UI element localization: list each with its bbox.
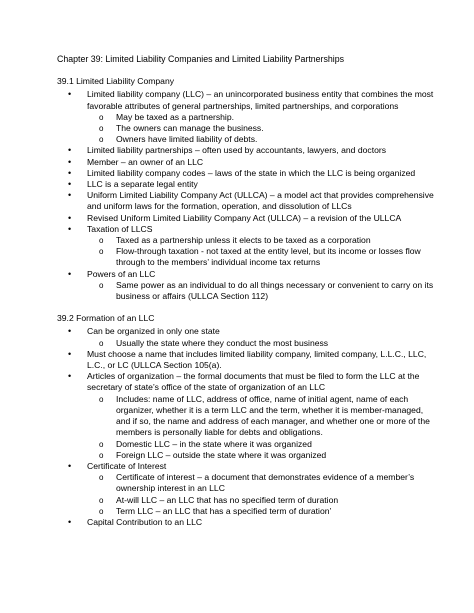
- list-item: [68, 223, 438, 269]
- chapter-title: Chapter 39: Limited Liability Companies and Limited Liability Partnerships: [57, 54, 345, 64]
- list-item: [68, 156, 438, 168]
- circle-bullet-icon: o: [99, 439, 104, 449]
- list-item: [68, 145, 438, 156]
- bullet-icon: •: [68, 145, 72, 156]
- list-item: [68, 268, 438, 303]
- list-item-text: Limited liability company codes – laws of the state in which the LLC is being organized: [87, 167, 416, 178]
- sub-list-item-text: Usually the state where they conduct the most business: [116, 337, 329, 348]
- sub-list-item-text: Term LLC – an LLC that has a specified term of duration’: [116, 505, 332, 516]
- bullet-list: [57, 89, 438, 302]
- sub-list-item-text: At-will LLC – an LLC that has no specified term of duration: [116, 494, 339, 505]
- sub-list-item: [99, 337, 438, 349]
- section: [57, 76, 438, 302]
- list-item-text: Member – an owner of an LLC: [87, 156, 204, 167]
- bullet-icon: •: [68, 156, 72, 167]
- sub-list-item: [99, 472, 438, 494]
- sub-list-item-text: May be taxed as a partnership.: [116, 111, 234, 122]
- bullet-icon: •: [68, 348, 72, 359]
- list-item-text: LLC is a separate legal entity: [87, 179, 198, 190]
- list-item: [68, 348, 438, 371]
- circle-bullet-icon: o: [99, 247, 104, 257]
- circle-bullet-icon: o: [99, 135, 104, 145]
- bullet-icon: •: [68, 326, 72, 337]
- bullet-icon: •: [68, 516, 72, 527]
- circle-bullet-icon: o: [99, 450, 104, 460]
- list-item-text: Certificate of Interest: [87, 460, 167, 471]
- bullet-icon: •: [68, 371, 72, 382]
- circle-bullet-icon: o: [99, 338, 104, 348]
- section-gap: [57, 302, 438, 313]
- circle-bullet-icon: o: [99, 124, 104, 134]
- bullet-icon: •: [68, 89, 72, 100]
- sub-list-item-text: Owners have limited liability of debts.: [116, 134, 258, 145]
- sub-list-item: [99, 438, 438, 450]
- list-item: [68, 179, 438, 190]
- sub-list-item: [99, 123, 438, 134]
- list-item: [68, 190, 438, 212]
- sub-list-item-text: Certificate of interest – a document that demonstrates evidence of a member’s ownership interest in an LLC: [116, 472, 415, 494]
- list-item: [68, 167, 438, 179]
- sub-bullet-list: [87, 235, 438, 269]
- sub-list-item-text: Includes: name of LLC, address of office, name of initial agent, name of each organizer, whether it is a term LLC and the term, whether it is member-managed, and if so, the name and address of each manager, and whether one or more of the members is personally liable for debts and obligations.: [116, 393, 430, 438]
- sub-bullet-list: [87, 280, 438, 302]
- bullet-icon: •: [68, 179, 72, 190]
- list-item-text: Can be organized in only one state: [87, 326, 220, 337]
- list-item-text: Taxation of LLCS: [87, 223, 153, 234]
- sub-bullet-list: [87, 472, 438, 517]
- sub-list-item-text: Domestic LLC – in the state where it was organized: [116, 438, 312, 449]
- list-item: [68, 460, 438, 517]
- list-item-text: Limited liability company (LLC) – an unincorporated business entity that combines the most favorable attributes of general partnerships, limited partnerships, and corporations: [87, 89, 434, 111]
- sub-list-item: [99, 505, 438, 517]
- sub-bullet-list: [87, 112, 438, 146]
- list-item-text: Articles of organization – the formal documents that must be filed to form the LLC at the secretary of state’s office of the state of organization of an LLC: [87, 371, 420, 393]
- sub-list-item-text: The owners can manage the business.: [116, 123, 264, 134]
- sub-bullet-list: [87, 338, 438, 349]
- section-heading: 39.2 Formation of an LLC: [57, 313, 155, 324]
- list-item-text: Revised Uniform Limited Liability Company Act (ULLCA) – a revision of the ULLCA: [87, 212, 402, 223]
- bullet-icon: •: [68, 212, 72, 223]
- sub-list-item: [99, 279, 438, 302]
- bullet-icon: •: [68, 223, 72, 234]
- sub-list-item: [99, 449, 438, 461]
- circle-bullet-icon: o: [99, 473, 104, 483]
- list-item: [68, 89, 438, 145]
- sub-bullet-list: [87, 394, 438, 461]
- section-heading: 39.1 Limited Liability Company: [57, 76, 175, 87]
- circle-bullet-icon: o: [99, 280, 104, 290]
- list-item: [68, 516, 438, 528]
- sub-list-item-text: Same power as an individual to do all things necessary or convenient to carry on its business or affairs (ULLCA Section 112): [116, 279, 434, 302]
- sub-list-item: [99, 246, 438, 268]
- circle-bullet-icon: o: [99, 112, 104, 122]
- bullet-icon: •: [68, 460, 72, 471]
- list-item-text: Uniform Limited Liability Company Act (ULLCA) – a model act that provides comprehensive and uniform laws for the formation, operation, and dissolution of LLCs: [87, 190, 434, 212]
- bullet-list: [57, 326, 438, 528]
- circle-bullet-icon: o: [99, 506, 104, 516]
- list-item-text: Capital Contribution to an LLC: [87, 516, 203, 527]
- sub-list-item: [99, 235, 438, 246]
- circle-bullet-icon: o: [99, 394, 104, 404]
- list-item-text: Limited liability partnerships – often used by accountants, lawyers, and doctors: [87, 145, 387, 156]
- list-item: [68, 371, 438, 461]
- bullet-icon: •: [68, 268, 72, 279]
- circle-bullet-icon: o: [99, 495, 104, 505]
- sub-list-item: [99, 111, 438, 123]
- list-item-text: Must choose a name that includes limited liability company, limited company, L.L.C., LLC, L.C., or LC (ULLCA Section 105(a).: [87, 348, 427, 371]
- sections-container: [57, 76, 438, 528]
- sub-list-item-text: Flow-through taxation - not taxed at the entity level, but its income or losses flow through to the members’ individual income tax returns: [116, 246, 421, 268]
- sub-list-item: [99, 134, 438, 145]
- sub-list-item-text: Taxed as a partnership unless it elects to be taxed as a corporation: [116, 235, 371, 246]
- bullet-icon: •: [68, 167, 72, 178]
- sub-list-item-text: Foreign LLC – outside the state where it was organized: [116, 449, 327, 460]
- list-item: [68, 212, 438, 224]
- list-item: [68, 326, 438, 348]
- sub-list-item: [99, 393, 438, 439]
- bullet-icon: •: [68, 190, 72, 201]
- section: [57, 313, 438, 528]
- list-item-text: Powers of an LLC: [87, 268, 156, 279]
- sub-list-item: [99, 494, 438, 506]
- circle-bullet-icon: o: [99, 236, 104, 246]
